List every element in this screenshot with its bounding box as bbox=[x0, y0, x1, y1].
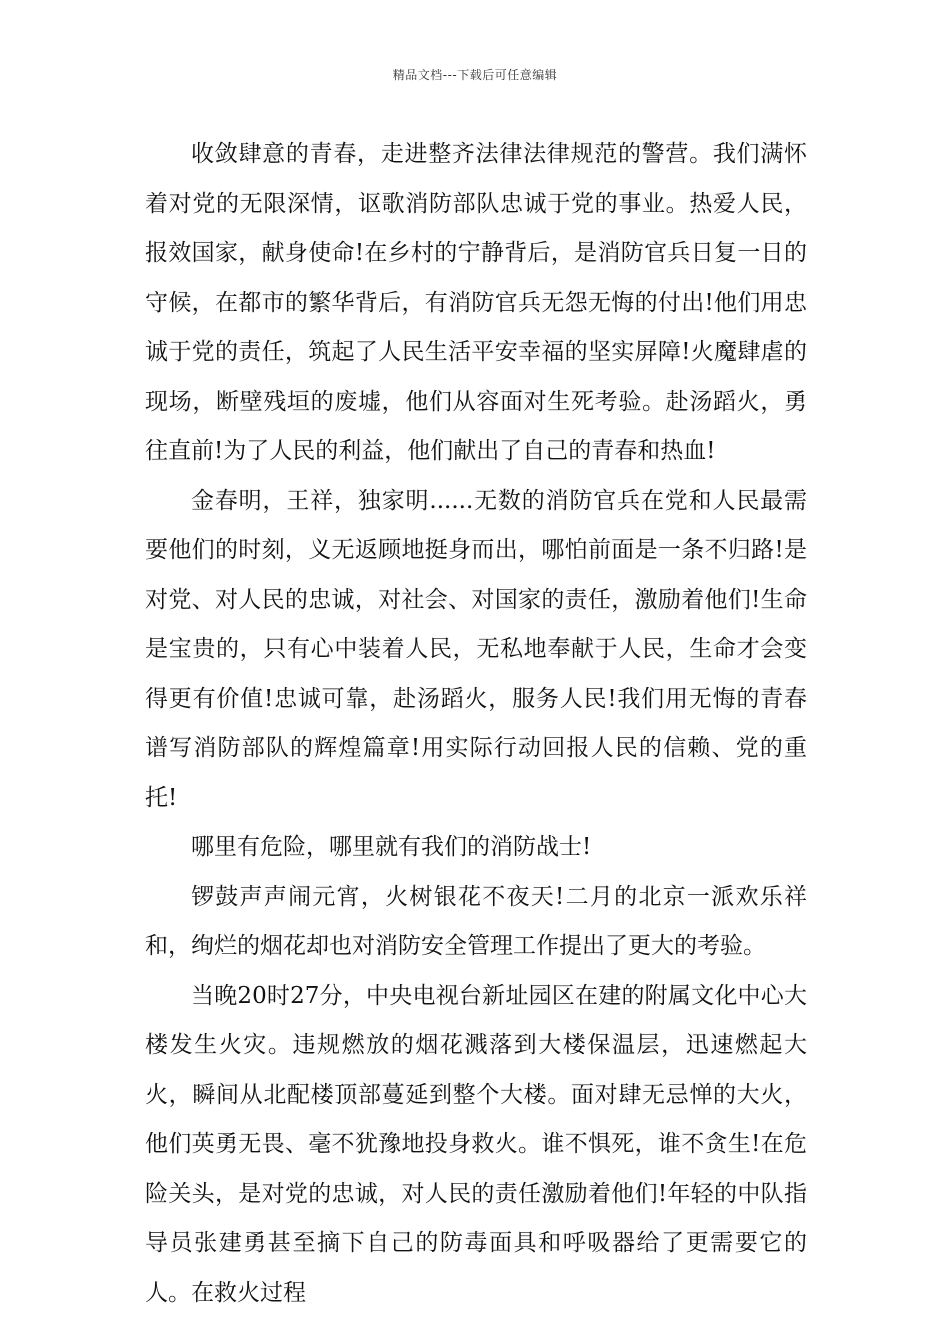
page-header: 精品文档---下载后可任意编辑 bbox=[392, 68, 558, 82]
paragraph-1: 收敛肆意的青春，走进整齐法律法律规范的警营。我们满怀着对党的无限深情，讴歌消防部队忠诚于党的事业。热爱人民，报效国家，献身使命!在乡村的宁静背后，是消防官兵日复一日的守候，在都市的繁华背后，有消防官兵无怨无悔的付出!他们用忠诚于党的责任，筑起了人民生活平安幸福的坚实屏障!火魔肆虐的现场，断壁残垣的废墟，他们从容面对生死考验。赴汤蹈火，勇往直前!为了人民的利益，他们献出了自己的青春和热血! bbox=[145, 141, 807, 464]
document-body bbox=[145, 130, 807, 1318]
paragraph-2: 金春明，王祥，独家明......无数的消防官兵在党和人民最需要他们的时刻，义无返顾地挺身而出，哪怕前面是一条不归路!是对党、对人民的忠诚，对社会、对国家的责任，激励着他们!生命是宝贵的，只有心中装着人民，无私地奉献于人民，生命才会变得更有价值!忠诚可靠，赴汤蹈火，服务人民!我们用无悔的青春谱写消防部队的辉煌篇章!用实际行动回报人民的信赖、党的重托! bbox=[145, 487, 807, 811]
paragraph-5: 当晚20时27分，中央电视台新址园区在建的附属文化中心大楼发生火灾。违规燃放的烟花溅落到大楼保温层，迅速燃起大火，瞬间从北配楼顶部蔓延到整个大楼。面对肆无忌惮的大火，他们英勇无畏、毫不犹豫地投身救火。谁不惧死，谁不贪生!在危险关头，是对党的忠诚，对人民的责任激励着他们!年轻的中队指导员张建勇甚至摘下自己的防毒面具和呼吸器给了更需要它的人。在救火过程 bbox=[145, 982, 807, 1306]
paragraph-3: 哪里有危险，哪里就有我们的消防战士! bbox=[191, 834, 592, 860]
paragraph-4: 锣鼓声声闹元宵，火树银花不夜天!二月的北京一派欢乐祥和，绚烂的烟花却也对消防安全管理工作提出了更大的考验。 bbox=[145, 883, 807, 959]
